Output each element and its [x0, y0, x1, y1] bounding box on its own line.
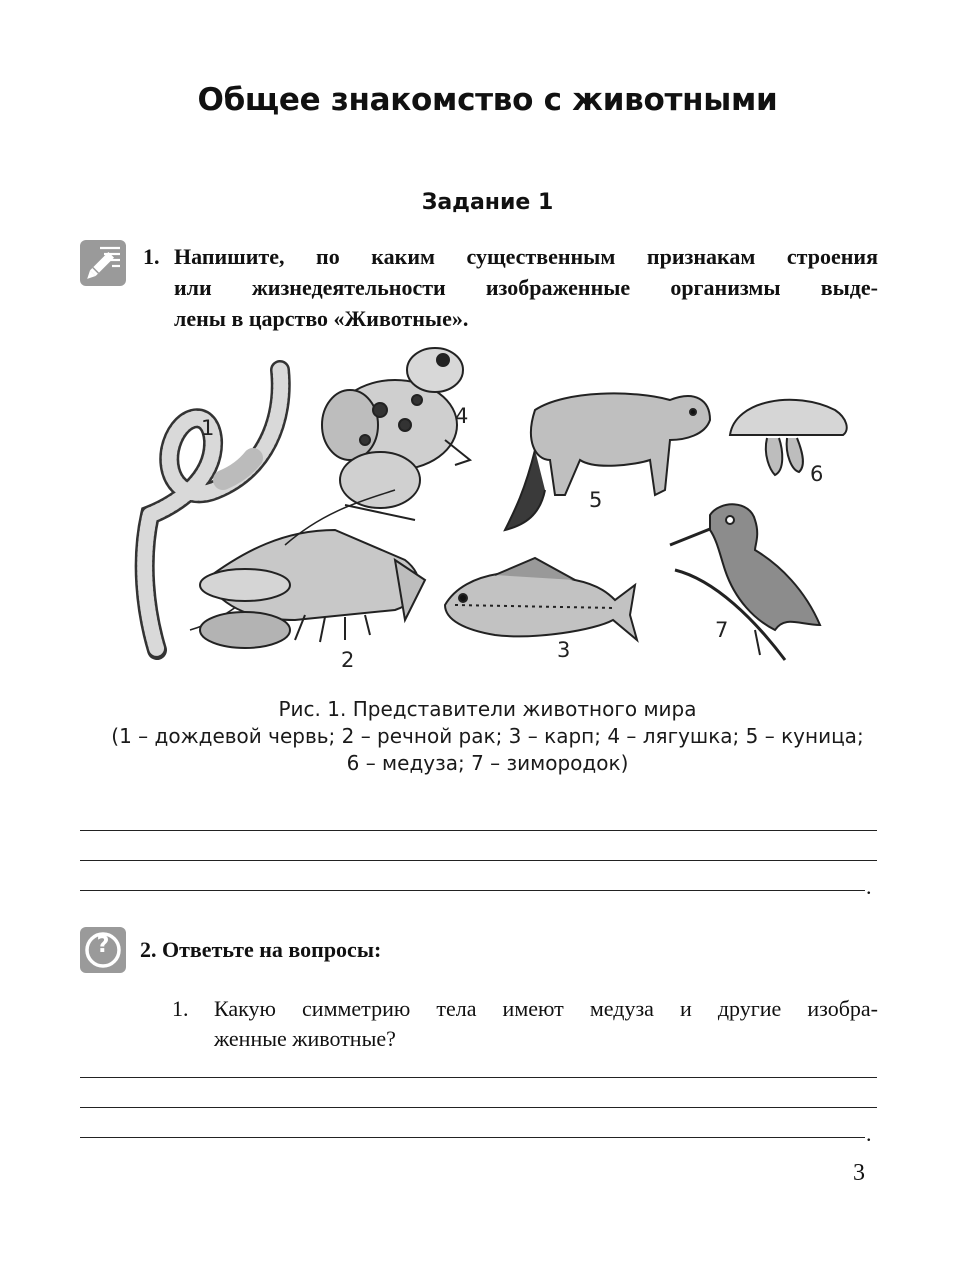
marten-drawing	[505, 393, 710, 530]
figure-label-4: 4	[455, 404, 469, 428]
task1-line-2: или жизнедеятельности изображенные организмы выде-	[174, 275, 878, 300]
answer-end-period: .	[866, 874, 872, 899]
question-line-2: женные животные?	[214, 1026, 396, 1051]
answer-line[interactable]	[80, 1107, 877, 1108]
task-heading: Задание 1	[421, 190, 554, 215]
question-line-1: Какую симметрию тела имеют медуза и другие изобра-	[214, 996, 878, 1021]
task1-number: 1.	[143, 244, 160, 269]
answer-line[interactable]	[80, 1077, 877, 1078]
figure-caption-line-1: Рис. 1. Представители животного мира	[278, 697, 697, 721]
figure-label-7: 7	[715, 618, 729, 642]
answer-end-period: .	[866, 1121, 872, 1146]
answer-line[interactable]	[80, 890, 865, 891]
jellyfish-drawing	[730, 400, 847, 475]
figure-label-3: 3	[557, 638, 571, 662]
answer-line[interactable]	[80, 830, 877, 831]
page-title: Общее знакомство с животными	[197, 82, 778, 118]
figure-label-1: 1	[201, 416, 215, 440]
page-number: 3	[853, 1160, 865, 1186]
animals-figure	[95, 330, 865, 685]
answer-line[interactable]	[80, 860, 877, 861]
frog-drawing	[322, 348, 470, 520]
answer-line[interactable]	[80, 1137, 865, 1138]
task2-heading: 2. Ответьте на вопросы:	[140, 937, 382, 962]
figure-label-6: 6	[810, 462, 824, 486]
task1-line-1: Напишите, по каким существенным признакам строения	[174, 244, 878, 269]
figure-label-2: 2	[341, 648, 355, 672]
question-number: 1.	[172, 996, 189, 1021]
question-mark-icon	[80, 927, 126, 973]
task1-line-3: лены в царство «Животные».	[174, 306, 469, 331]
kingfisher-drawing	[670, 504, 820, 660]
carp-drawing	[445, 558, 637, 640]
figure-label-5: 5	[589, 488, 603, 512]
figure-caption-line-3: 6 – медуза; 7 – зимородок)	[346, 751, 629, 775]
question-mark-glyph: ?	[96, 933, 110, 958]
animals-illustration	[95, 330, 865, 685]
figure-caption-line-2: (1 – дождевой червь; 2 – речной рак; 3 – карп; 4 – лягушка; 5 – куница;	[111, 724, 864, 748]
pencil-icon	[80, 240, 126, 286]
